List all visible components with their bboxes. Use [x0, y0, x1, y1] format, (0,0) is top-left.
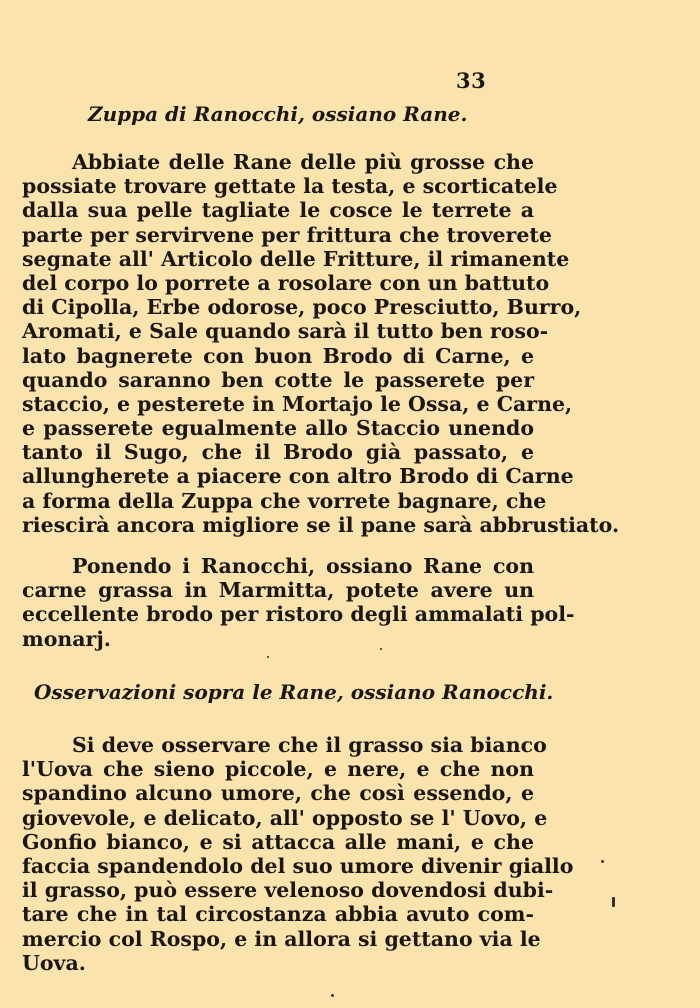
paragraph-brodo — [22, 554, 575, 651]
text-line: allungherete a piacere con altro Brodo di Carne — [22, 464, 574, 489]
text-line: di Cipolla, Erbe odorose, poco Presciutto, Burro, — [22, 295, 582, 320]
text-line: carne grassa in Marmitta, potete avere un — [22, 578, 534, 603]
paragraph-recipe — [22, 150, 620, 537]
text-line: giovevole, e delicato, all' opposto se l' Uovo, e — [22, 805, 548, 830]
text-line: Ponendo i Ranocchi, ossiano Rane con — [72, 554, 534, 578]
text-line: e passerete egualmente allo Staccio unendo — [22, 416, 534, 441]
text-line: monarj. — [22, 626, 111, 651]
page-number: 33 — [456, 68, 487, 93]
text-line: Aromati, e Sale quando sarà il tutto ben roso- — [22, 319, 549, 344]
text-line: Uova. — [22, 950, 86, 975]
text-line: lato bagnerete con buon Brodo di Carne, e — [22, 343, 534, 368]
text-line: il grasso, può essere velenoso dovendosi dubi- — [22, 878, 554, 903]
text-line: mercio col Rospo, e in allora si gettano via le — [22, 926, 541, 951]
text-line: tanto il Sugo, che il Brodo già passato, e — [22, 440, 534, 465]
section-heading-osservazioni: Osservazioni sopra le Rane, ossiano Ranocchi. — [34, 680, 554, 704]
text-line: segnate all' Articolo delle Fritture, il rimanente — [22, 246, 570, 271]
text-line: Si deve osservare che il grasso sia bianco — [72, 733, 547, 757]
text-line: Gonfio bianco, e si attacca alle mani, e che — [22, 829, 534, 854]
scan-speck — [380, 648, 382, 650]
text-line: faccia spandendolo del suo umore divenir giallo — [22, 853, 574, 878]
scan-speck — [601, 860, 604, 863]
text-line: l'Uova che sieno piccole, e nere, e che non — [22, 757, 534, 782]
scan-speck — [267, 656, 269, 658]
scan-speck — [331, 994, 334, 997]
text-line: possiate trovare gettate la testa, e scorticatele — [22, 174, 558, 199]
text-line: a forma della Zuppa che vorrete bagnare, che — [22, 488, 547, 513]
text-line: spandino alcuno umore, che così essendo, e — [22, 781, 534, 806]
text-line: tare che in tal circostanza abbia avuto com- — [22, 902, 534, 927]
text-line: quando saranno ben cotte le passerete per — [22, 367, 534, 392]
text-line: eccellente brodo per ristoro degli ammalati pol- — [22, 602, 575, 627]
text-line: del corpo lo porrete a rosolare con un battuto — [22, 270, 550, 295]
paragraph-observations — [22, 733, 574, 975]
text-line: riescirà ancora migliore se il pane sarà abbrustiato. — [22, 512, 620, 537]
text-line: parte per servirvene per frittura che troverete — [22, 222, 552, 247]
text-line: Abbiate delle Rane delle più grosse che — [72, 150, 534, 174]
section-heading-zuppa: Zuppa di Ranocchi, ossiano Rane. — [88, 102, 468, 126]
text-line: dalla sua pelle tagliate le cosce le terrete a — [22, 198, 534, 223]
text-line: staccio, e pesterete in Mortajo le Ossa, e Carne, — [22, 391, 573, 416]
scan-speck — [612, 897, 615, 907]
